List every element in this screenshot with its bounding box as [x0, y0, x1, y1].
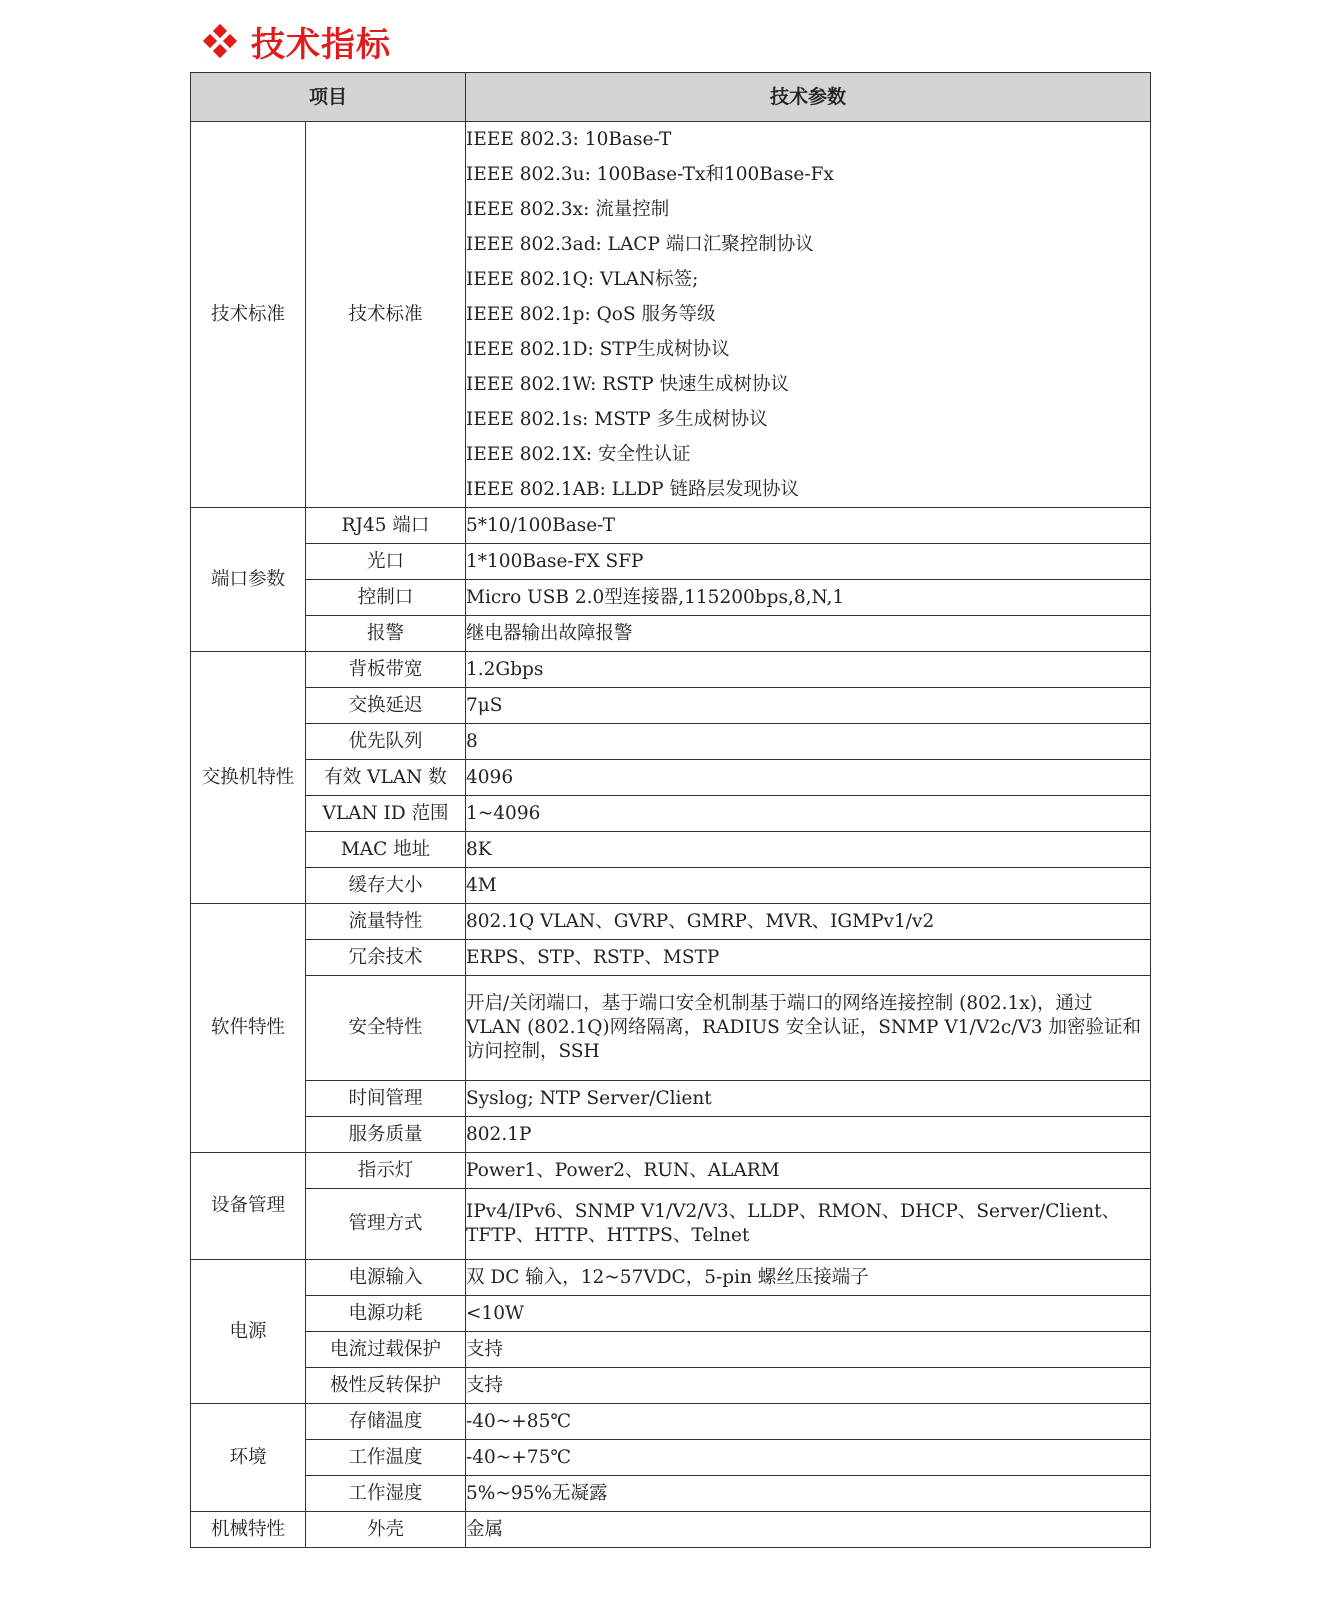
item-label: 极性反转保护	[306, 1368, 466, 1404]
item-value: 双 DC 输入，12~57VDC，5-pin 螺丝压接端子	[466, 1260, 1151, 1296]
table-row	[191, 508, 1151, 544]
item-label: MAC 地址	[306, 832, 466, 868]
table-row	[191, 580, 1151, 616]
standard-line: IEEE 802.3u: 100Base-Tx和100Base-Fx	[466, 164, 834, 185]
item-value: 5%~95%无凝露	[466, 1476, 1151, 1512]
item-value: Micro USB 2.0型连接器,115200bps,8,N,1	[466, 580, 1151, 616]
table-row	[191, 760, 1151, 796]
table-row	[191, 1081, 1151, 1117]
section-title-text: 技术指标	[251, 24, 391, 65]
item-label: 光口	[306, 544, 466, 580]
item-label: 优先队列	[306, 724, 466, 760]
standard-line: IEEE 802.3x: 流量控制	[466, 199, 670, 220]
table-row	[191, 688, 1151, 724]
table-row	[191, 1440, 1151, 1476]
table-header-row	[191, 73, 1151, 122]
table-row	[191, 1368, 1151, 1404]
item-label: 管理方式	[306, 1189, 466, 1260]
item-value: 金属	[466, 1512, 1151, 1548]
item-label: 时间管理	[306, 1081, 466, 1117]
diamond-bullet-icon	[205, 26, 235, 56]
table-row	[191, 868, 1151, 904]
item-label: 冗余技术	[306, 940, 466, 976]
item-value: 7μS	[466, 688, 1151, 724]
table-row	[191, 1512, 1151, 1548]
spec-table	[190, 72, 1151, 1548]
standard-line: IEEE 802.1W: RSTP 快速生成树协议	[466, 374, 789, 395]
table-row	[191, 832, 1151, 868]
standards-list	[466, 122, 1151, 508]
item-label: 流量特性	[306, 904, 466, 940]
item-value: 继电器输出故障报警	[466, 616, 1151, 652]
table-row	[191, 544, 1151, 580]
item-value: 802.1P	[466, 1117, 1151, 1153]
table-row	[191, 1117, 1151, 1153]
standard-line: IEEE 802.3ad: LACP 端口汇聚控制协议	[466, 234, 814, 255]
header-param: 技术参数	[466, 73, 1151, 122]
standard-line: IEEE 802.1Q: VLAN标签;	[466, 269, 699, 290]
item-value: 4096	[466, 760, 1151, 796]
item-value: 5*10/100Base-T	[466, 508, 1151, 544]
table-row	[191, 724, 1151, 760]
table-row	[191, 940, 1151, 976]
section-title	[205, 16, 391, 66]
table-row	[191, 976, 1151, 1081]
item-value: IPv4/IPv6、SNMP V1/V2/V3、LLDP、RMON、DHCP、Server/Client、TFTP、HTTP、HTTPS、Telnet	[466, 1189, 1151, 1260]
item-label: 指示灯	[306, 1153, 466, 1189]
standard-line: IEEE 802.1D: STP生成树协议	[466, 339, 730, 360]
category-power: 电源	[191, 1260, 306, 1404]
header-item: 项目	[191, 73, 466, 122]
standard-line: IEEE 802.3: 10Base-T	[466, 129, 672, 150]
standard-line: IEEE 802.1p: QoS 服务等级	[466, 304, 716, 325]
item-value: 1*100Base-FX SFP	[466, 544, 1151, 580]
category-software: 软件特性	[191, 904, 306, 1153]
item-value: ERPS、STP、RSTP、MSTP	[466, 940, 1151, 976]
item-label: RJ45 端口	[306, 508, 466, 544]
item-value: 8K	[466, 832, 1151, 868]
item-value: Power1、Power2、RUN、ALARM	[466, 1153, 1151, 1189]
category-environment: 环境	[191, 1404, 306, 1512]
item-label: 报警	[306, 616, 466, 652]
item-value: -40~+85℃	[466, 1404, 1151, 1440]
item-value: 开启/关闭端口，基于端口安全机制基于端口的网络连接控制 (802.1x)，通过 VLAN (802.1Q)网络隔离，RADIUS 安全认证，SNMP V1/V2c/V3 加密验证和访问控制，SSH	[466, 976, 1151, 1081]
item-label: VLAN ID 范围	[306, 796, 466, 832]
standard-line: IEEE 802.1AB: LLDP 链路层发现协议	[466, 479, 799, 500]
category-ports: 端口参数	[191, 508, 306, 652]
item-label: 电流过载保护	[306, 1332, 466, 1368]
table-row	[191, 1296, 1151, 1332]
item-value: 8	[466, 724, 1151, 760]
table-row	[191, 122, 1151, 508]
table-row	[191, 1476, 1151, 1512]
item-value: <10W	[466, 1296, 1151, 1332]
item-label: 技术标准	[306, 122, 466, 508]
item-label: 外壳	[306, 1512, 466, 1548]
table-row	[191, 1189, 1151, 1260]
category-standards: 技术标准	[191, 122, 306, 508]
item-value: 支持	[466, 1368, 1151, 1404]
item-value: 1.2Gbps	[466, 652, 1151, 688]
item-value: 1~4096	[466, 796, 1151, 832]
category-management: 设备管理	[191, 1153, 306, 1260]
item-value: Syslog; NTP Server/Client	[466, 1081, 1151, 1117]
item-label: 有效 VLAN 数	[306, 760, 466, 796]
item-value: 支持	[466, 1332, 1151, 1368]
item-value: 802.1Q VLAN、GVRP、GMRP、MVR、IGMPv1/v2	[466, 904, 1151, 940]
table-row	[191, 1153, 1151, 1189]
table-row	[191, 1332, 1151, 1368]
category-switching: 交换机特性	[191, 652, 306, 904]
category-mechanical: 机械特性	[191, 1512, 306, 1548]
item-label: 电源输入	[306, 1260, 466, 1296]
item-label: 交换延迟	[306, 688, 466, 724]
table-row	[191, 652, 1151, 688]
table-row	[191, 796, 1151, 832]
item-label: 服务质量	[306, 1117, 466, 1153]
table-row	[191, 1260, 1151, 1296]
item-label: 控制口	[306, 580, 466, 616]
item-label: 缓存大小	[306, 868, 466, 904]
table-row	[191, 904, 1151, 940]
item-value: -40~+75℃	[466, 1440, 1151, 1476]
standard-line: IEEE 802.1X: 安全性认证	[466, 444, 691, 465]
item-label: 安全特性	[306, 976, 466, 1081]
item-value: 4M	[466, 868, 1151, 904]
item-label: 工作温度	[306, 1440, 466, 1476]
item-label: 电源功耗	[306, 1296, 466, 1332]
item-label: 存储温度	[306, 1404, 466, 1440]
table-row	[191, 616, 1151, 652]
table-row	[191, 1404, 1151, 1440]
item-label: 工作湿度	[306, 1476, 466, 1512]
standard-line: IEEE 802.1s: MSTP 多生成树协议	[466, 409, 768, 430]
item-label: 背板带宽	[306, 652, 466, 688]
